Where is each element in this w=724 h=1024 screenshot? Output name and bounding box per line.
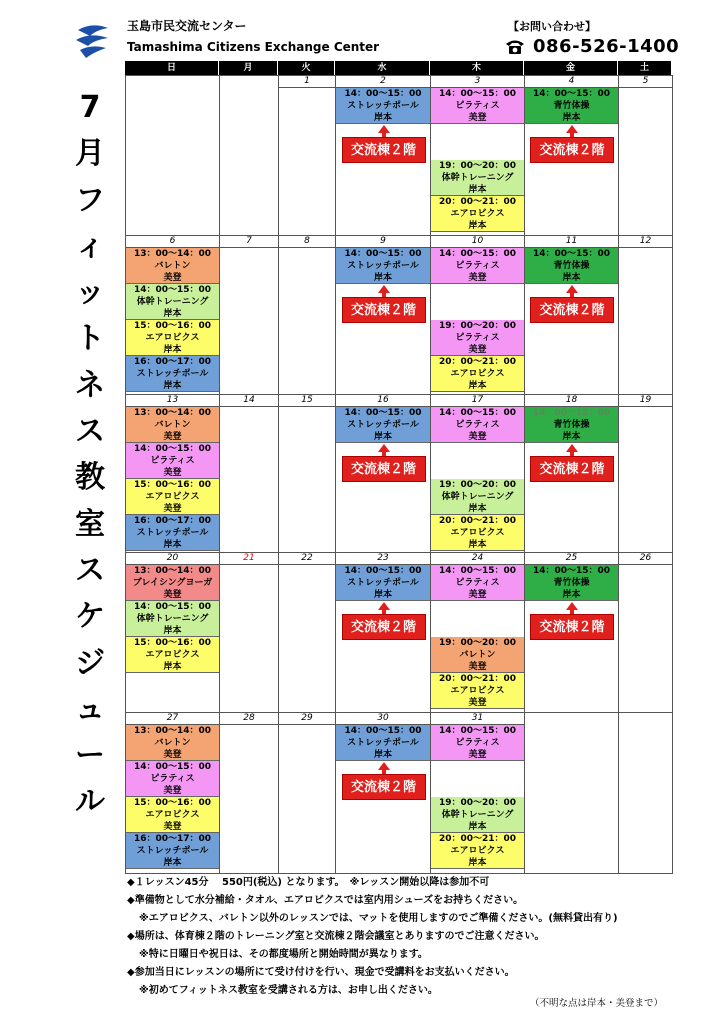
- day-number: 30: [336, 713, 430, 725]
- class-block[interactable]: [126, 284, 219, 320]
- class-block[interactable]: [431, 833, 524, 869]
- class-block[interactable]: [525, 407, 618, 443]
- class-instructor: 美登: [163, 468, 182, 478]
- class-block[interactable]: [431, 88, 524, 124]
- phone-number[interactable]: 086-526-1400: [533, 36, 680, 57]
- calendar-day-cell: [430, 235, 525, 397]
- note-payment: ◆参加当日にレッスンの場所にて受け付けを行い、現金で受講料をお支払いください。: [127, 967, 515, 978]
- class-name: エアロビクス: [145, 650, 200, 660]
- calendar-day-cell: [618, 552, 673, 715]
- class-name: エアロビクス: [450, 846, 505, 856]
- calendar-day-cell: [335, 712, 431, 874]
- note-lesson-price: ◆１レッスン45分 550円(税込) となります。 ※レッスン開始以降は参加不可: [127, 877, 490, 888]
- calendar-day-cell: [278, 552, 336, 715]
- location-badge: 交流棟２階: [342, 456, 426, 482]
- class-name: 体幹トレーニング: [441, 810, 514, 820]
- day-number: 7: [220, 236, 278, 248]
- class-instructor: 岸本: [163, 381, 182, 391]
- class-instructor: 美登: [468, 662, 487, 672]
- location-badge: 交流棟２階: [342, 614, 426, 640]
- class-block[interactable]: [126, 515, 219, 551]
- contact-label: 【お問い合わせ】: [508, 20, 596, 33]
- class-name: エアロビクス: [450, 369, 505, 379]
- class-block[interactable]: [126, 248, 219, 284]
- title-char: ス: [75, 552, 105, 588]
- title-char: ネ: [75, 367, 105, 403]
- location-badge: 交流棟２階: [530, 137, 614, 163]
- location-badge: 交流棟２階: [342, 137, 426, 163]
- up-arrow-icon: [378, 285, 390, 293]
- class-instructor: 美登: [163, 504, 182, 514]
- class-instructor: 岸本: [468, 221, 487, 231]
- calendar-day-cell: [219, 235, 279, 397]
- weekday-header: 金: [524, 61, 618, 75]
- class-name: ピラティス: [455, 738, 500, 748]
- title-char: 月: [75, 136, 105, 172]
- class-name: ピラティス: [455, 101, 500, 111]
- class-name: ストレッチポール: [347, 578, 419, 588]
- class-instructor: 岸本: [468, 822, 487, 832]
- class-block[interactable]: [431, 356, 524, 392]
- class-block[interactable]: [525, 248, 618, 284]
- class-instructor: 美登: [468, 590, 487, 600]
- calendar-day-cell: [524, 712, 619, 874]
- class-time: 14：00～15：00: [344, 89, 422, 99]
- class-name: バレトン: [154, 420, 191, 430]
- class-time: 14：00～15：00: [532, 566, 611, 576]
- class-block[interactable]: [126, 407, 219, 443]
- class-name: 体幹トレーニング: [441, 492, 514, 502]
- class-name: 体幹トレーニング: [441, 173, 514, 183]
- class-instructor: 美登: [468, 273, 487, 283]
- class-time: 14：00～15：00: [532, 89, 611, 99]
- class-name: ストレッチポール: [136, 528, 209, 538]
- up-arrow-icon: [566, 602, 578, 610]
- phone-row: [505, 36, 679, 57]
- class-time: 14：00～15：00: [438, 249, 517, 259]
- class-instructor: 岸本: [562, 590, 581, 600]
- calendar-day-cell: [278, 394, 336, 555]
- class-instructor: 岸本: [373, 590, 392, 600]
- class-instructor: 岸本: [468, 540, 487, 550]
- weekday-header: 月: [219, 61, 278, 75]
- class-block[interactable]: [431, 565, 524, 601]
- class-instructor: 岸本: [562, 113, 581, 123]
- page-title-vertical: [68, 85, 112, 826]
- class-block[interactable]: [126, 725, 219, 761]
- class-name: ピラティス: [150, 456, 195, 466]
- note-location: ◆場所は、体育棟２階のトレーニング室と交流棟２階会議室とありますのでご注意ください。: [127, 931, 545, 942]
- calendar-day-cell: [125, 552, 220, 715]
- class-block[interactable]: [126, 565, 219, 601]
- class-name: バレトン: [154, 738, 191, 748]
- day-number: 31: [431, 713, 524, 725]
- class-block[interactable]: [126, 356, 219, 392]
- day-number: 10: [431, 236, 524, 248]
- class-instructor: 美登: [163, 273, 182, 283]
- class-instructor: 岸本: [562, 432, 581, 442]
- class-instructor: 岸本: [163, 309, 182, 319]
- class-time: 14：00～15：00: [438, 408, 517, 418]
- class-block[interactable]: [431, 637, 524, 673]
- class-name: 青竹体操: [553, 261, 590, 271]
- class-name: エアロビクス: [145, 810, 200, 820]
- day-number: 21: [220, 553, 278, 565]
- note-holiday: ※特に日曜日や祝日は、その都度場所と開始時間が異なります。: [139, 949, 428, 960]
- footer-note: （不明な点は岸本・美登まで）: [530, 998, 664, 1009]
- calendar-day-cell: [524, 394, 619, 555]
- class-name: 青竹体操: [553, 101, 590, 111]
- calendar-day-cell: [335, 75, 431, 237]
- class-block[interactable]: [431, 479, 524, 515]
- day-number: 2: [336, 76, 430, 88]
- class-time: 19：00～20：00: [438, 480, 517, 490]
- class-instructor: 美登: [468, 345, 487, 355]
- class-name: エアロビクス: [145, 492, 200, 502]
- class-time: 15：00～16：00: [133, 321, 212, 331]
- day-number: 17: [431, 395, 524, 407]
- title-char: 7: [79, 90, 101, 125]
- day-number: 16: [336, 395, 430, 407]
- class-time: 14：00～15：00: [133, 762, 212, 772]
- class-time: 16：00～17：00: [133, 357, 212, 367]
- class-name: ストレッチポール: [136, 846, 209, 856]
- class-name: ピラティス: [455, 333, 500, 343]
- calendar-day-cell: [430, 75, 525, 237]
- calendar-day-cell: [524, 75, 619, 237]
- class-block[interactable]: [126, 637, 219, 673]
- class-time: 15：00～16：00: [133, 798, 212, 808]
- up-arrow-icon: [566, 125, 578, 133]
- telephone-icon: [505, 37, 525, 57]
- up-arrow-icon: [378, 602, 390, 610]
- title-char: ト: [75, 321, 105, 357]
- calendar-day-cell: [278, 712, 336, 874]
- day-number: 15: [279, 395, 335, 407]
- day-number: 9: [336, 236, 430, 248]
- class-instructor: 岸本: [373, 750, 392, 760]
- class-time: 14：00～15：00: [133, 285, 212, 295]
- class-block[interactable]: [336, 248, 430, 284]
- class-time: 20：00～21：00: [438, 357, 517, 367]
- note-items: ◆準備物として水分補給・タオル、エアロビクスでは室内用シューズをお持ちください。: [127, 895, 524, 906]
- class-block[interactable]: [525, 565, 618, 601]
- day-number: 6: [126, 236, 219, 248]
- day-number: 24: [431, 553, 524, 565]
- org-name-en: Tamashima Citizens Exchange Center: [127, 40, 380, 54]
- class-name: エアロビクス: [450, 209, 505, 219]
- class-name: 青竹体操: [553, 420, 590, 430]
- class-instructor: 美登: [468, 698, 487, 708]
- class-block[interactable]: [431, 320, 524, 356]
- class-block[interactable]: [336, 88, 430, 124]
- calendar-day-cell: [125, 235, 220, 397]
- class-name: 体幹トレーニング: [136, 614, 209, 624]
- class-block[interactable]: [126, 479, 219, 515]
- class-block[interactable]: [126, 320, 219, 356]
- calendar-grid: [125, 61, 672, 873]
- class-time: 20：00～21：00: [438, 674, 517, 684]
- class-name: エアロビクス: [450, 686, 505, 696]
- title-char: フ: [75, 182, 105, 218]
- note-mat: ※エアロビクス、バレトン以外のレッスンでは、マットを使用しますのでご準備ください。(無料貸出有り): [139, 913, 618, 924]
- class-block[interactable]: [126, 761, 219, 797]
- title-char: ィ: [75, 228, 105, 264]
- title-char: 室: [75, 506, 105, 542]
- class-time: 15：00～16：00: [133, 638, 212, 648]
- class-instructor: 岸本: [468, 381, 487, 391]
- calendar-day-cell: [618, 394, 673, 555]
- day-number: 29: [279, 713, 335, 725]
- calendar-day-cell: [524, 552, 619, 715]
- day-number: 28: [220, 713, 278, 725]
- day-number: 19: [619, 395, 672, 407]
- note-first-time: ※初めてフィットネス教室を受講される方は、お申し出ください。: [139, 985, 438, 996]
- class-time: 20：00～21：00: [438, 516, 517, 526]
- class-instructor: 岸本: [163, 626, 182, 636]
- day-number: 4: [525, 76, 618, 88]
- class-time: 14：00～15：00: [344, 249, 422, 259]
- calendar-day-cell: [125, 394, 220, 555]
- calendar-day-cell: [125, 712, 220, 874]
- class-time: 19：00～20：00: [438, 321, 517, 331]
- class-name: バレトン: [459, 650, 496, 660]
- calendar-day-cell: [335, 235, 431, 397]
- class-block[interactable]: [126, 443, 219, 479]
- class-time: 14：00～15：00: [438, 726, 517, 736]
- day-number: 1: [279, 76, 335, 88]
- calendar-day-cell: [618, 235, 673, 397]
- class-name: ストレッチポール: [347, 101, 419, 111]
- up-arrow-icon: [378, 444, 390, 452]
- class-time: 14：00～15：00: [344, 726, 422, 736]
- class-time: 20：00～21：00: [438, 834, 517, 844]
- class-name: 青竹体操: [553, 578, 590, 588]
- location-badge: 交流棟２階: [530, 614, 614, 640]
- calendar-day-cell: [219, 552, 279, 715]
- class-block[interactable]: [431, 196, 524, 232]
- day-number: 14: [220, 395, 278, 407]
- weekday-header: 木: [430, 61, 524, 75]
- class-name: ピラティス: [455, 578, 500, 588]
- calendar-day-cell: [430, 394, 525, 555]
- class-instructor: 美登: [163, 822, 182, 832]
- class-instructor: 美登: [468, 750, 487, 760]
- day-number: 13: [126, 395, 219, 407]
- title-char: ケ: [75, 599, 105, 635]
- up-arrow-icon: [378, 125, 390, 133]
- class-time: 13：00～14：00: [133, 726, 212, 736]
- class-instructor: 岸本: [163, 662, 182, 672]
- calendar-day-cell: [430, 552, 525, 715]
- calendar-day-cell: [278, 235, 336, 397]
- class-time: 19：00～20：00: [438, 161, 517, 171]
- center-logo: [72, 20, 112, 60]
- class-time: 19：00～20：00: [438, 798, 517, 808]
- weekday-header: 水: [335, 61, 430, 75]
- org-name-ja: 玉島市民交流センター: [127, 19, 247, 33]
- class-instructor: 岸本: [163, 345, 182, 355]
- calendar-day-cell: [335, 552, 431, 715]
- class-instructor: 美登: [468, 432, 487, 442]
- calendar-day-cell: [524, 235, 619, 397]
- class-name: ピラティス: [455, 261, 500, 271]
- class-time: 15：00～16：00: [133, 480, 212, 490]
- title-char: ス: [75, 414, 105, 450]
- up-arrow-icon: [378, 762, 390, 770]
- class-instructor: 岸本: [468, 504, 487, 514]
- up-arrow-icon: [566, 285, 578, 293]
- class-name: エアロビクス: [145, 333, 200, 343]
- calendar-day-cell: [219, 394, 279, 555]
- class-block[interactable]: [336, 725, 430, 761]
- class-name: バレトン: [154, 261, 191, 271]
- calendar-day-cell: [219, 712, 279, 874]
- class-name: エアロビクス: [450, 528, 505, 538]
- calendar-day-cell: [335, 394, 431, 555]
- class-block[interactable]: [525, 88, 618, 124]
- class-time: 13：00～14：00: [133, 566, 212, 576]
- class-time: 13：00～14：00: [133, 408, 212, 418]
- class-instructor: 岸本: [468, 185, 487, 195]
- class-name: ピラティス: [150, 774, 195, 784]
- title-char: ル: [75, 784, 105, 820]
- calendar-day-cell: [618, 75, 673, 237]
- class-instructor: 岸本: [373, 113, 392, 123]
- location-badge: 交流棟２階: [530, 297, 614, 323]
- day-number: 22: [279, 553, 335, 565]
- class-name: ピラティス: [455, 420, 500, 430]
- class-block[interactable]: [431, 515, 524, 551]
- day-number: 27: [126, 713, 219, 725]
- class-time: 20：00～21：00: [438, 197, 517, 207]
- day-number: 23: [336, 553, 430, 565]
- class-block[interactable]: [336, 565, 430, 601]
- class-block[interactable]: [431, 160, 524, 196]
- class-instructor: 岸本: [468, 858, 487, 868]
- day-number: 3: [431, 76, 524, 88]
- class-block[interactable]: [431, 725, 524, 761]
- day-number: 26: [619, 553, 672, 565]
- class-instructor: 美登: [163, 432, 182, 442]
- weekday-header: 火: [278, 61, 335, 75]
- calendar-day-cell: [430, 712, 525, 874]
- calendar-day-cell: [618, 712, 673, 874]
- class-time: 19：00～20：00: [438, 638, 517, 648]
- location-badge: 交流棟２階: [342, 774, 426, 800]
- location-badge: 交流棟２階: [530, 456, 614, 482]
- class-time: 16：00～17：00: [133, 834, 212, 844]
- class-time: 16：00～17：00: [133, 516, 212, 526]
- day-number: 20: [126, 553, 219, 565]
- day-number: 12: [619, 236, 672, 248]
- class-block[interactable]: [126, 797, 219, 833]
- class-block[interactable]: [431, 673, 524, 709]
- day-number: 18: [525, 395, 618, 407]
- class-block[interactable]: [336, 407, 430, 443]
- weekday-header: 日: [125, 61, 219, 75]
- location-badge: 交流棟２階: [342, 297, 426, 323]
- class-block[interactable]: [431, 407, 524, 443]
- notes-section: [127, 874, 687, 1000]
- class-time: 14：00～15：00: [532, 408, 611, 418]
- class-time: 13：00～14：00: [133, 249, 212, 259]
- day-number: 25: [525, 553, 618, 565]
- class-instructor: 美登: [163, 786, 182, 796]
- class-instructor: 岸本: [373, 273, 392, 283]
- class-instructor: 美登: [163, 590, 182, 600]
- class-time: 14：00～15：00: [532, 249, 611, 259]
- day-number: 11: [525, 236, 618, 248]
- class-name: ストレッチポール: [347, 420, 419, 430]
- weekday-header: 土: [618, 61, 672, 75]
- class-instructor: 岸本: [163, 540, 182, 550]
- calendar-day-cell: [278, 75, 336, 237]
- title-char: ー: [75, 738, 105, 774]
- class-instructor: 岸本: [562, 273, 581, 283]
- class-block[interactable]: [431, 797, 524, 833]
- title-char: ュ: [75, 691, 105, 727]
- title-char: ッ: [75, 275, 105, 311]
- class-instructor: 岸本: [373, 432, 392, 442]
- title-char: 教: [75, 460, 105, 496]
- class-instructor: 美登: [163, 750, 182, 760]
- class-time: 14：00～15：00: [133, 602, 212, 612]
- class-block[interactable]: [126, 601, 219, 637]
- class-instructor: 美登: [468, 113, 487, 123]
- class-instructor: 岸本: [163, 858, 182, 868]
- class-name: 体幹トレーニング: [136, 297, 209, 307]
- class-time: 14：00～15：00: [344, 566, 422, 576]
- class-time: 14：00～15：00: [438, 89, 517, 99]
- class-name: ストレッチポール: [136, 369, 209, 379]
- class-time: 14：00～15：00: [133, 444, 212, 454]
- class-block[interactable]: [126, 833, 219, 869]
- class-time: 14：00～15：00: [438, 566, 517, 576]
- class-name: ブレイシングヨーガ: [132, 578, 213, 588]
- class-name: ストレッチポール: [347, 738, 419, 748]
- calendar-day-cell: [219, 75, 279, 237]
- class-block[interactable]: [431, 248, 524, 284]
- class-name: ストレッチポール: [347, 261, 419, 271]
- day-number: 8: [279, 236, 335, 248]
- calendar-day-cell: [125, 75, 220, 237]
- up-arrow-icon: [566, 444, 578, 452]
- title-char: ジ: [75, 645, 105, 681]
- class-time: 14：00～15：00: [344, 408, 422, 418]
- day-number: 5: [619, 76, 672, 88]
